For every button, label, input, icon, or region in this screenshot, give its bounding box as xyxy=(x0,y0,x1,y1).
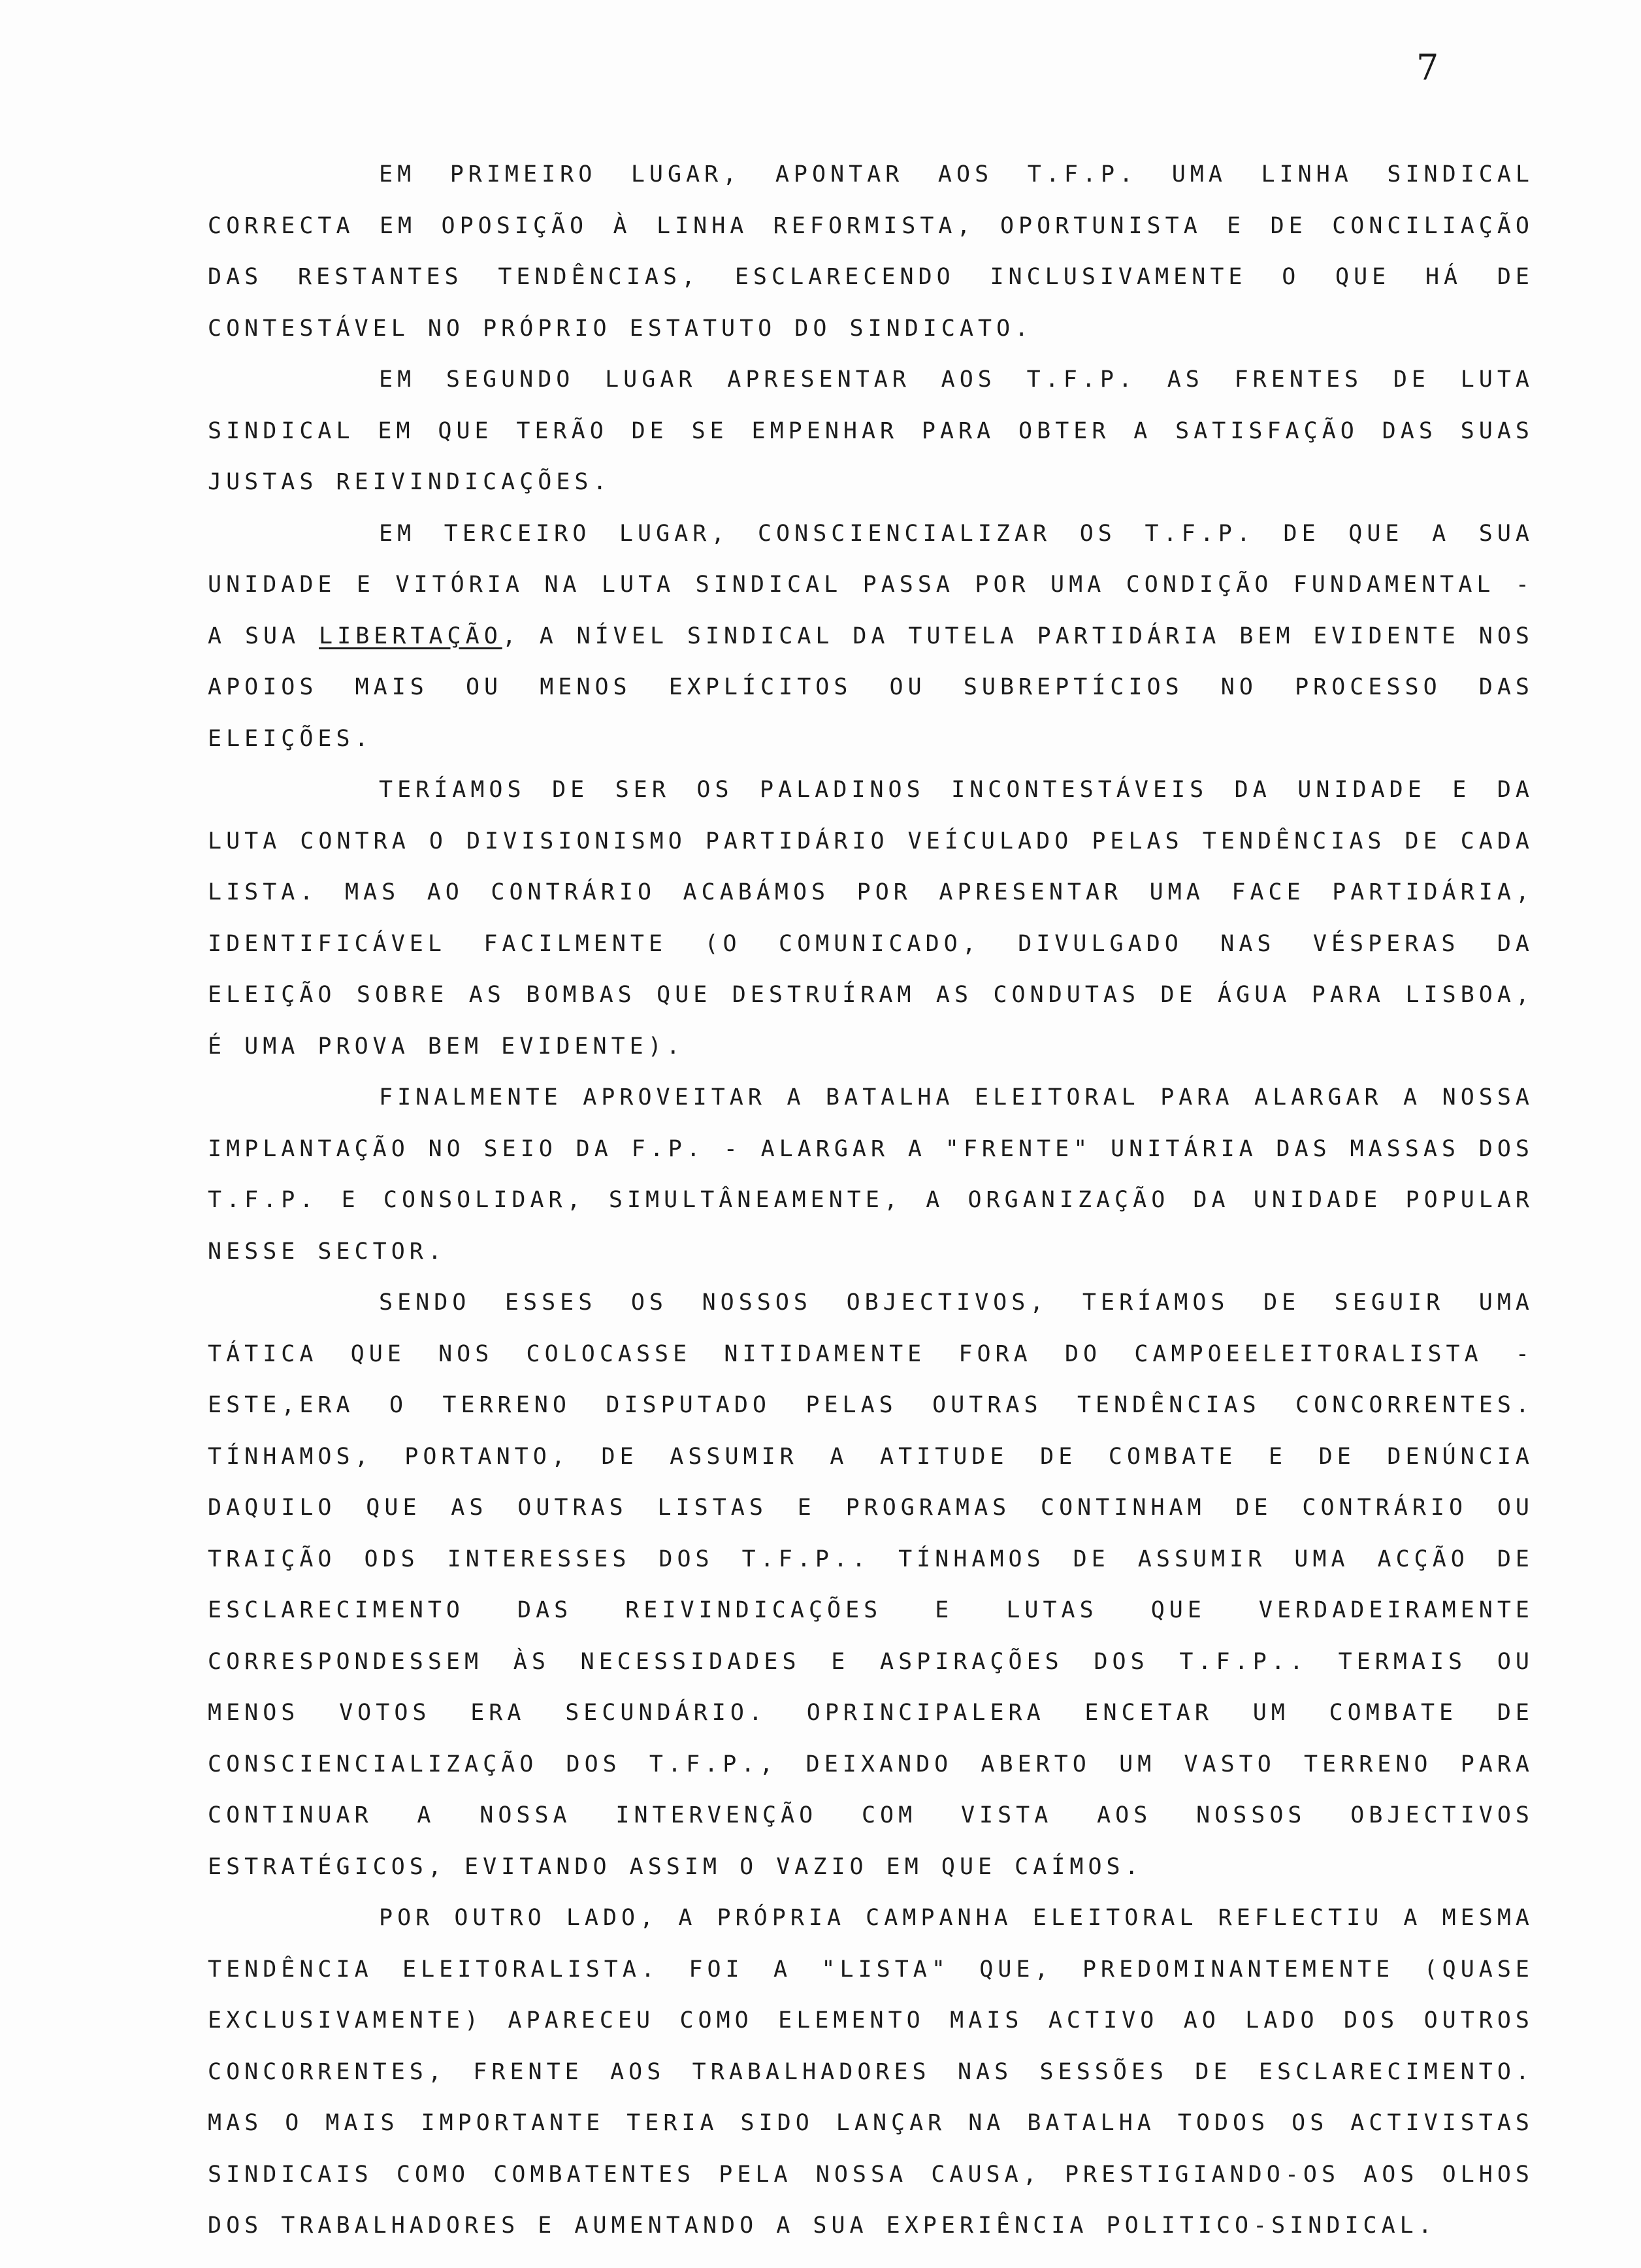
paragraph-campaign: POR OUTRO LADO, A PRÓPRIA CAMPANHA ELEITORAL REFLECTIU A MESMA TENDÊNCIA ELEITORALISTA. FOI A "LISTA" QUE, PREDOMINANTEMENTE (QUASE EXCLUSIVAMENTE) APARECEU COMO ELEMENTO MAIS ACTIVO AO LADO DOS OUTROS CONCORRENTES, FRENTE AOS TRABALHADORES NAS SESSÕES DE ESCLARECIMENTO. MAS O MAIS IMPORTANTE TERIA SIDO LANÇAR NA BATALHA TODOS OS ACTIVISTAS SINDICAIS COMO COMBATENTES PELA NOSSA CAUSA, PRESTIGIANDO-OS AOS OLHOS DOS TRABALHADORES E AUMENTANDO A SUA EXPERIÊNCIA POLITICO-SINDICAL. xyxy=(208,1905,1534,2239)
paragraph-first-point: EM PRIMEIRO LUGAR, APONTAR AOS T.F.P. UMA LINHA SINDICAL CORRECTA EM OPOSIÇÃO À LINHA REFORMISTA, OPORTUNISTA E DE CONCILIAÇÃO DAS RESTANTES TENDÊNCIAS, ESCLARECENDO INCLUSIVAMENTE O QUE HÁ DE CONTESTÁVEL NO PRÓPRIO ESTATUTO DO SINDICATO. xyxy=(208,161,1534,342)
paragraph-second-point: EM SEGUNDO LUGAR APRESENTAR AOS T.F.P. AS FRENTES DE LUTA SINDICAL EM QUE TERÃO DE SE EMPENHAR PARA OBTER A SATISFAÇÃO DAS SUAS JUSTAS REIVINDICAÇÕES. xyxy=(208,366,1534,495)
paragraph-finally: FINALMENTE APROVEITAR A BATALHA ELEITORAL PARA ALARGAR A NOSSA IMPLANTAÇÃO NO SEIO DA F.P. - ALARGAR A "FRENTE" UNITÁRIA DAS MASSAS DOS T.F.P. E CONSOLIDAR, SIMULTÂNEAMENTE, A ORGANIZAÇÃO DA UNIDADE POPULAR NESSE SECTOR. xyxy=(208,1084,1534,1265)
document-body xyxy=(208,149,1534,2252)
paragraph-third-point xyxy=(208,508,1534,765)
paragraph-unity: TERÍAMOS DE SER OS PALADINOS INCONTESTÁVEIS DA UNIDADE E DA LUTA CONTRA O DIVISIONISMO PARTIDÁRIO VEÍCULADO PELAS TENDÊNCIAS DE CADA LISTA. MAS AO CONTRÁRIO ACABÁMOS POR APRESENTAR UMA FACE PARTIDÁRIA, IDENTIFICÁVEL FACILMENTE (O COMUNICADO, DIVULGADO NAS VÉSPERAS DA ELEIÇÃO SOBRE AS BOMBAS QUE DESTRUÍRAM AS CONDUTAS DE ÁGUA PARA LISBOA, É UMA PROVA BEM EVIDENTE). xyxy=(208,777,1534,1060)
page-number: 7 xyxy=(1416,47,1439,88)
paragraph-third-point-text: EM TERCEIRO LUGAR, CONSCIENCIALIZAR OS T.F.P. DE QUE A SUA UNIDADE E VITÓRIA NA LUTA SINDICAL PASSA POR UMA CONDIÇÃO FUNDAMENTAL - A SUA LIBERTAÇÃO, A NÍVEL SINDICAL DA TUTELA PARTIDÁRIA BEM EVIDENTE NOS APOIOS MAIS OU MENOS EXPLÍCITOS OU SUBREPTÍCIOS NO PROCESSO DAS ELEIÇÕES. xyxy=(208,520,1534,752)
underlined-word: LIBERTAÇÃO xyxy=(319,623,502,649)
paragraph-objectives: SENDO ESSES OS NOSSOS OBJECTIVOS, TERÍAMOS DE SEGUIR UMA TÁTICA QUE NOS COLOCASSE NITIDAMENTE FORA DO CAMPOEELEITORALISTA - ESTE,ERA O TERRENO DISPUTADO PELAS OUTRAS TENDÊNCIAS CONCORRENTES. TÍNHAMOS, PORTANTO, DE ASSUMIR A ATITUDE DE COMBATE E DE DENÚNCIA DAQUILO QUE AS OUTRAS LISTAS E PROGRAMAS CONTINHAM DE CONTRÁRIO OU TRAIÇÃO ODS INTERESSES DOS T.F.P.. TÍNHAMOS DE ASSUMIR UMA ACÇÃO DE ESCLARECIMENTO DAS REIVINDICAÇÕES E LUTAS QUE VERDADEIRAMENTE CORRESPONDESSEM ÀS NECESSIDADES E ASPIRAÇÕES DOS T.F.P.. TERMAIS OU MENOS VOTOS ERA SECUNDÁRIO. OPRINCIPALERA ENCETAR UM COMBATE DE CONSCIENCIALIZAÇÃO DOS T.F.P., DEIXANDO ABERTO UM VASTO TERRENO PARA CONTINUAR A NOSSA INTERVENÇÃO COM VISTA AOS NOSSOS OBJECTIVOS ESTRATÉGICOS, EVITANDO ASSIM O VAZIO EM QUE CAÍMOS. xyxy=(208,1289,1534,1880)
